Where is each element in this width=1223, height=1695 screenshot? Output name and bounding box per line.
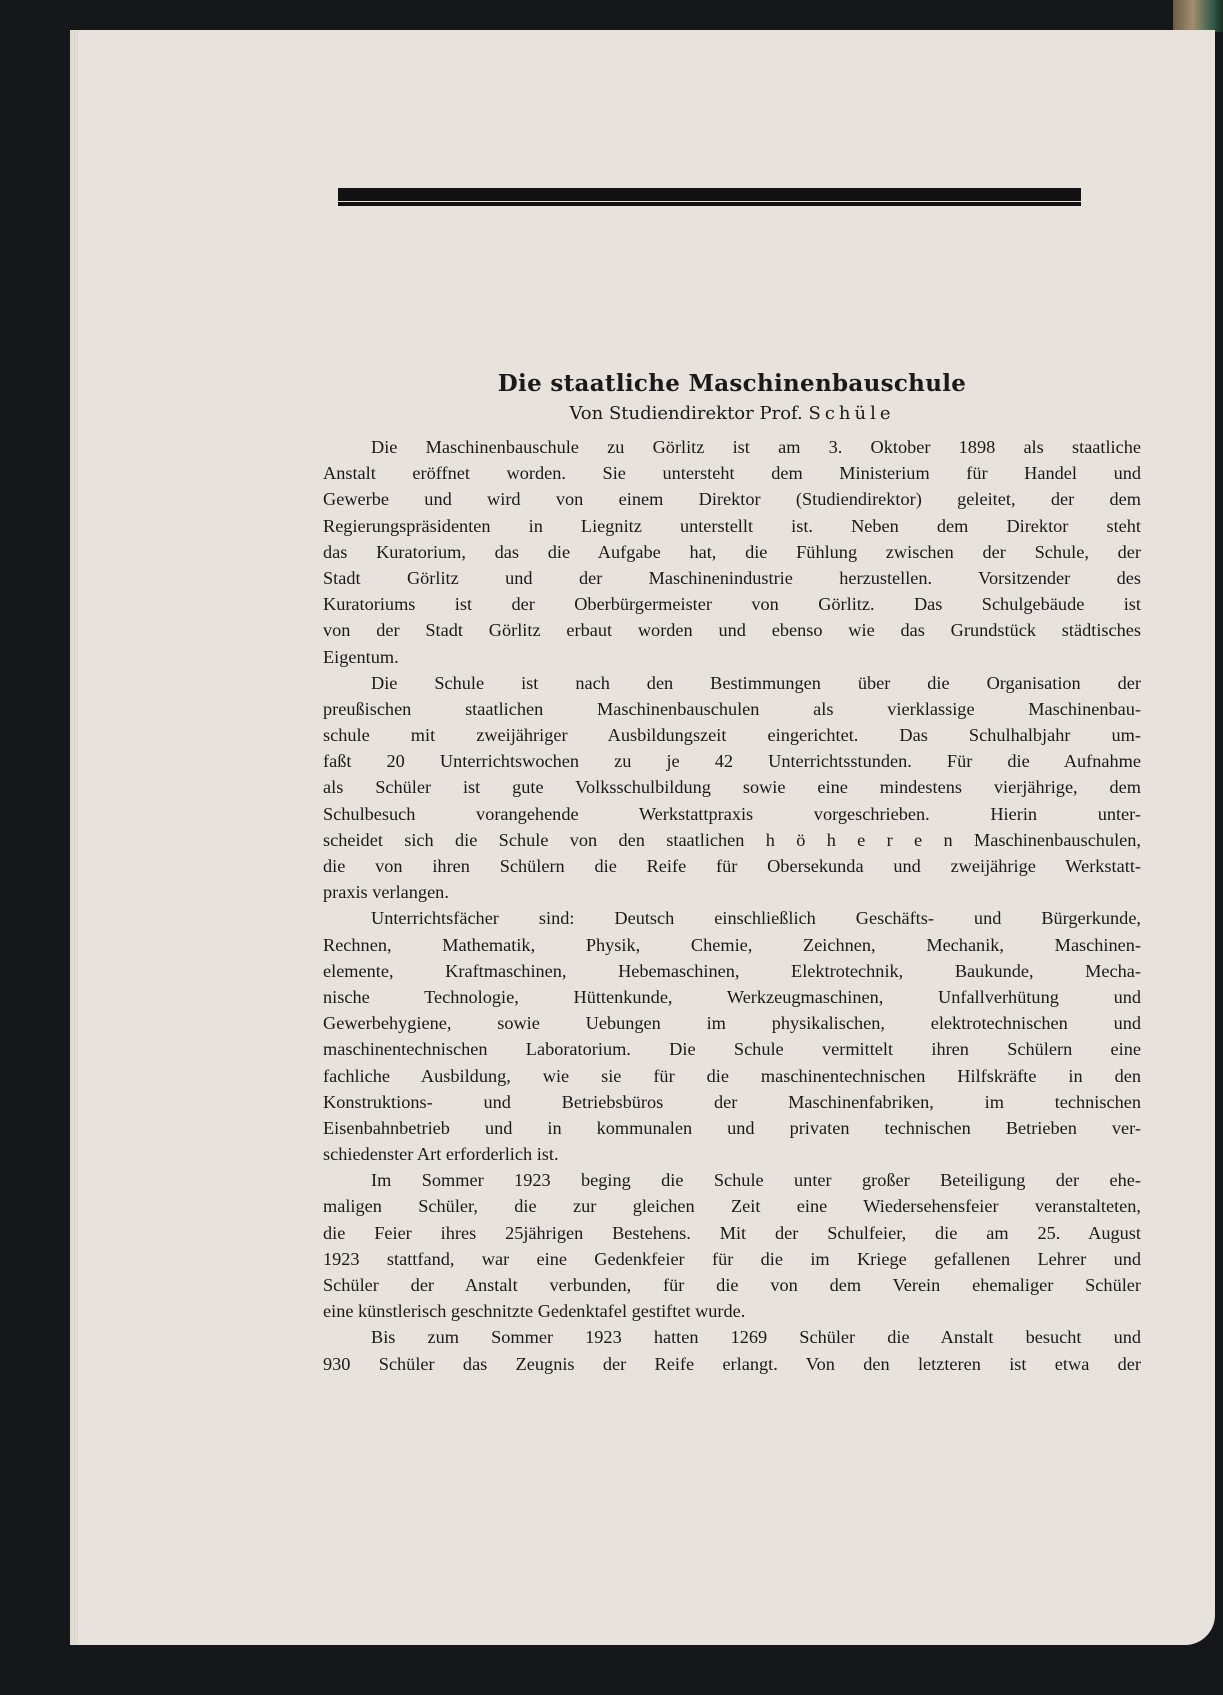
paragraph [323,1324,1141,1376]
text-line: Eigentum. [323,646,399,667]
text-line: maschinentechnischen Laboratorium. Die Schule vermittelt ihren Schülern eine [323,1039,1141,1060]
article-byline [323,400,1141,428]
article-title: Die staatliche Maschinenbauschule [497,370,967,397]
text-line: schiedenster Art erforderlich ist. [323,1144,559,1165]
text-line: Konstruktions- und Betriebsbüros der Maschinenfabriken, im technischen [323,1091,1141,1112]
paragraph [323,1167,1141,1324]
text-line: Schüler der Anstalt verbunden, für die von dem Verein ehemaliger Schüler [323,1275,1141,1295]
page-stack-edge [70,30,78,1645]
paragraph [323,670,1141,906]
byline-author: Schüle [808,403,895,424]
byline-prefix: Von Studiendirektor Prof. [569,403,803,424]
text-line: die von ihren Schülern die Reife für Obersekunda und zweijährige Werkstatt- [323,856,1141,876]
text-line: elemente, Kraftmaschinen, Hebemaschinen, Elektrotechnik, Baukunde, Mecha- [323,960,1141,981]
text-line: Schulbesuch vorangehende Werkstattpraxis vorgeschrieben. Hierin unter- [323,803,1141,824]
text-line: praxis verlangen. [323,882,449,903]
book-cover-corner [1173,0,1223,32]
text-line: Unterrichtsfächer sind: Deutsch einschließlich Geschäfts- und Bürgerkunde, [371,908,1141,929]
header-rule-thin [338,202,1081,206]
text-line: Stadt Görlitz und der Maschinenindustrie herzustellen. Vorsitzender des [323,567,1141,588]
article-body [323,434,1141,1377]
text-line: Bis zum Sommer 1923 hatten 1269 Schüler die Anstalt besucht und [371,1327,1141,1348]
text-line: eine künstlerisch geschnitzte Gedenktafel gestiftet wurde. [323,1301,746,1322]
text-line: von der Stadt Görlitz erbaut worden und ebenso wie das Grundstück städtisches [323,620,1141,641]
text-line: scheidet sich die Schule von den staatlichen h ö h e r e n Maschinenbauschulen, [323,829,1141,850]
text-line: preußischen staatlichen Maschinenbauschulen als vierklassige Maschinenbau- [323,698,1141,719]
text-line: Anstalt eröffnet worden. Sie untersteht dem Ministerium für Handel und [323,463,1141,484]
text-line: Regierungspräsidenten in Liegnitz unterstellt ist. Neben dem Direktor steht [323,515,1141,536]
text-line: als Schüler ist gute Volksschulbildung sowie eine mindestens vierjährige, dem [323,777,1141,798]
text-line: schule mit zweijähriger Ausbildungszeit eingerichtet. Das Schulhalbjahr um- [323,725,1141,746]
paragraph [323,434,1141,670]
scanned-page [70,30,1215,1645]
header-rule-thick [338,188,1081,201]
text-line: die Feier ihres 25jährigen Bestehens. Mit der Schulfeier, die am 25. August [323,1222,1141,1243]
paragraph [323,905,1141,1167]
text-line: faßt 20 Unterrichtswochen zu je 42 Unterrichtsstunden. Für die Aufnahme [323,751,1141,772]
text-line: Gewerbehygiene, sowie Uebungen im physikalischen, elektrotechnischen und [323,1013,1141,1034]
text-line: 1923 stattfand, war eine Gedenkfeier für die im Kriege gefallenen Lehrer und [323,1248,1141,1269]
text-line: Gewerbe und wird von einem Direktor (Studiendirektor) geleitet, der dem [323,489,1141,510]
text-line: 930 Schüler das Zeugnis der Reife erlangt. Von den letzteren ist etwa der [323,1353,1141,1374]
article [323,368,1141,1377]
text-line: Die Maschinenbauschule zu Görlitz ist am 3. Oktober 1898 als staatliche [371,437,1141,457]
text-line: Eisenbahnbetrieb und in kommunalen und privaten technischen Betrieben ver- [323,1117,1141,1138]
text-line: maligen Schüler, die zur gleichen Zeit eine Wiedersehensfeier veranstalteten, [323,1196,1141,1217]
text-line: das Kuratorium, das die Aufgabe hat, die Fühlung zwischen der Schule, der [323,541,1141,562]
text-line: Im Sommer 1923 beging die Schule unter großer Beteiligung der ehe- [371,1170,1141,1191]
text-line: Rechnen, Mathematik, Physik, Chemie, Zeichnen, Mechanik, Maschinen- [323,934,1141,955]
text-line: Die Schule ist nach den Bestimmungen über die Organisation der [371,672,1141,693]
text-line: Kuratoriums ist der Oberbürgermeister von Görlitz. Das Schulgebäude ist [323,594,1141,615]
text-line: fachliche Ausbildung, wie sie für die maschinentechnischen Hilfskräfte in den [323,1065,1141,1086]
text-line: nische Technologie, Hüttenkunde, Werkzeugmaschinen, Unfallverhütung und [323,986,1141,1007]
